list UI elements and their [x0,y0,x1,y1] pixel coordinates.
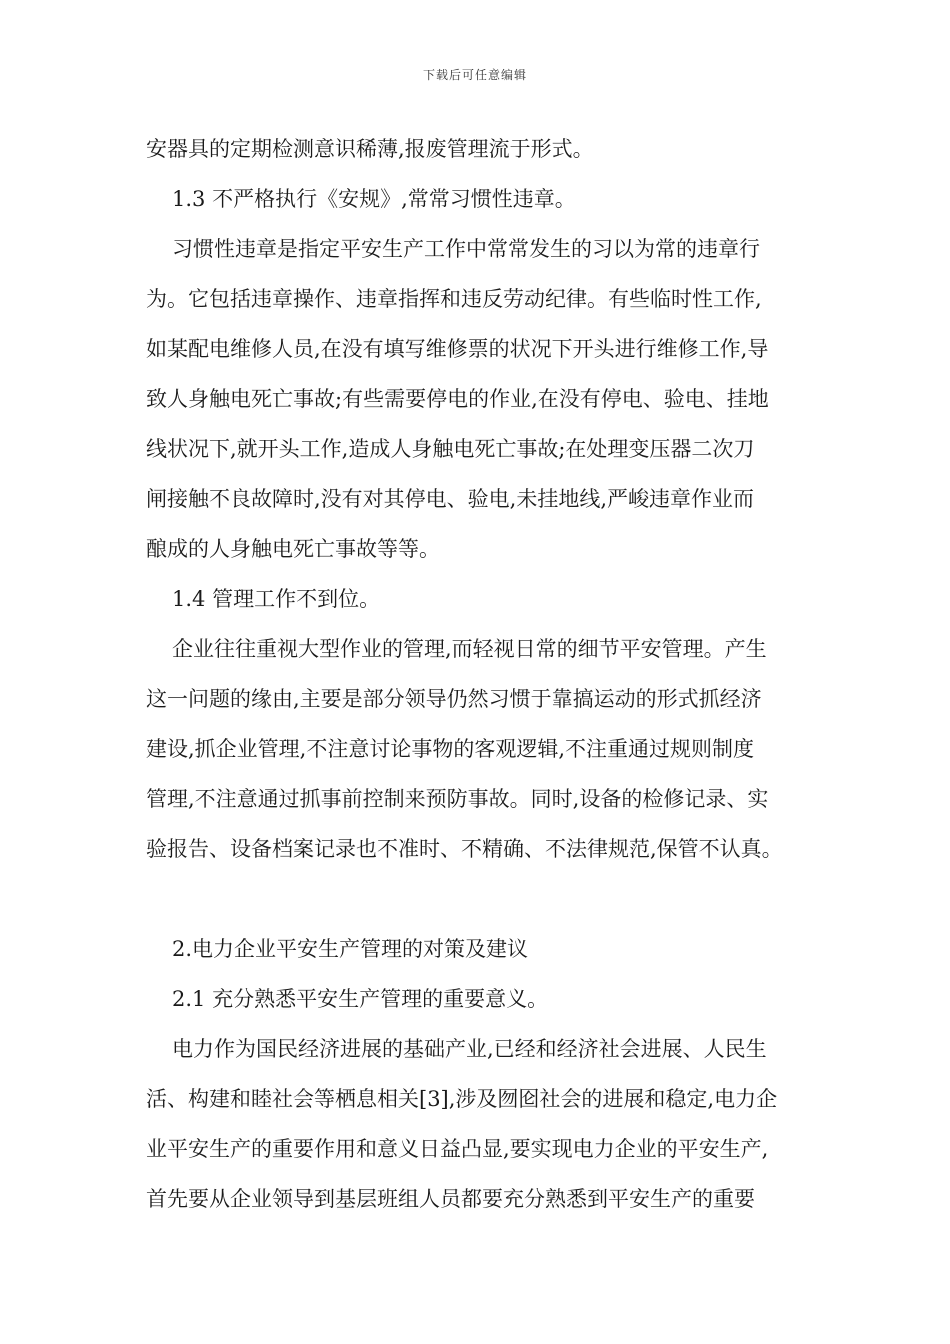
page-header: 下载后可任意编辑 [422,68,527,82]
paragraph-line: 活、构建和睦社会等栖息相关[3],涉及囫囵社会的进展和稳定,电力企 [146,1087,778,1111]
paragraph-line: 电力作为国民经济进展的基础产业,已经和经济社会进展、人民生 [172,1037,767,1061]
paragraph-line: 这一问题的缘由,主要是部分领导仍然习惯于靠搞运动的形式抓经济 [146,687,762,711]
section-heading-2-1: 2.1 充分熟悉平安生产管理的重要意义。 [172,987,549,1011]
body-text [146,124,826,1224]
paragraph-line: 习惯性违章是指定平安生产工作中常常发生的习以为常的违章行 [172,237,760,261]
blank-line [146,874,826,924]
section-heading-2: 2.电力企业平安生产管理的对策及建议 [172,937,529,961]
paragraph-line: 致人身触电死亡事故;有些需要停电的作业,在没有停电、验电、挂地 [146,387,769,411]
paragraph-line: 业平安生产的重要作用和意义日益凸显,要实现电力企业的平安生产, [146,1137,769,1161]
paragraph-line: 酿成的人身触电死亡事故等等。 [146,537,440,561]
section-heading-1-4: 1.4 管理工作不到位。 [172,587,381,611]
paragraph-line: 企业往往重视大型作业的管理,而轻视日常的细节平安管理。产生 [172,637,767,661]
paragraph-line: 为。它包括违章操作、违章指挥和违反劳动纪律。有些临时性工作, [146,287,762,311]
paragraph-line: 线状况下,就开头工作,造成人身触电死亡事故;在处理变压器二次刀 [146,437,755,461]
paragraph-line: 验报告、设备档案记录也不准时、不精确、不法律规范,保管不认真。 [146,837,783,861]
section-heading-1-3: 1.3 不严格执行《安规》,常常习惯性违章。 [172,187,576,211]
paragraph-line: 首先要从企业领导到基层班组人员都要充分熟悉到平安生产的重要 [146,1187,755,1211]
paragraph-line: 管理,不注意通过抓事前控制来预防事故。同时,设备的检修记录、实 [146,787,769,811]
paragraph-line: 安器具的定期检测意识稀薄,报废管理流于形式。 [146,137,594,161]
paragraph-line: 建设,抓企业管理,不注意讨论事物的客观逻辑,不注重通过规则制度 [146,737,755,761]
paragraph-line: 闸接触不良故障时,没有对其停电、验电,未挂地线,严峻违章作业而 [146,487,755,511]
paragraph-line: 如某配电维修人员,在没有填写维修票的状况下开头进行维修工作,导 [146,337,769,361]
